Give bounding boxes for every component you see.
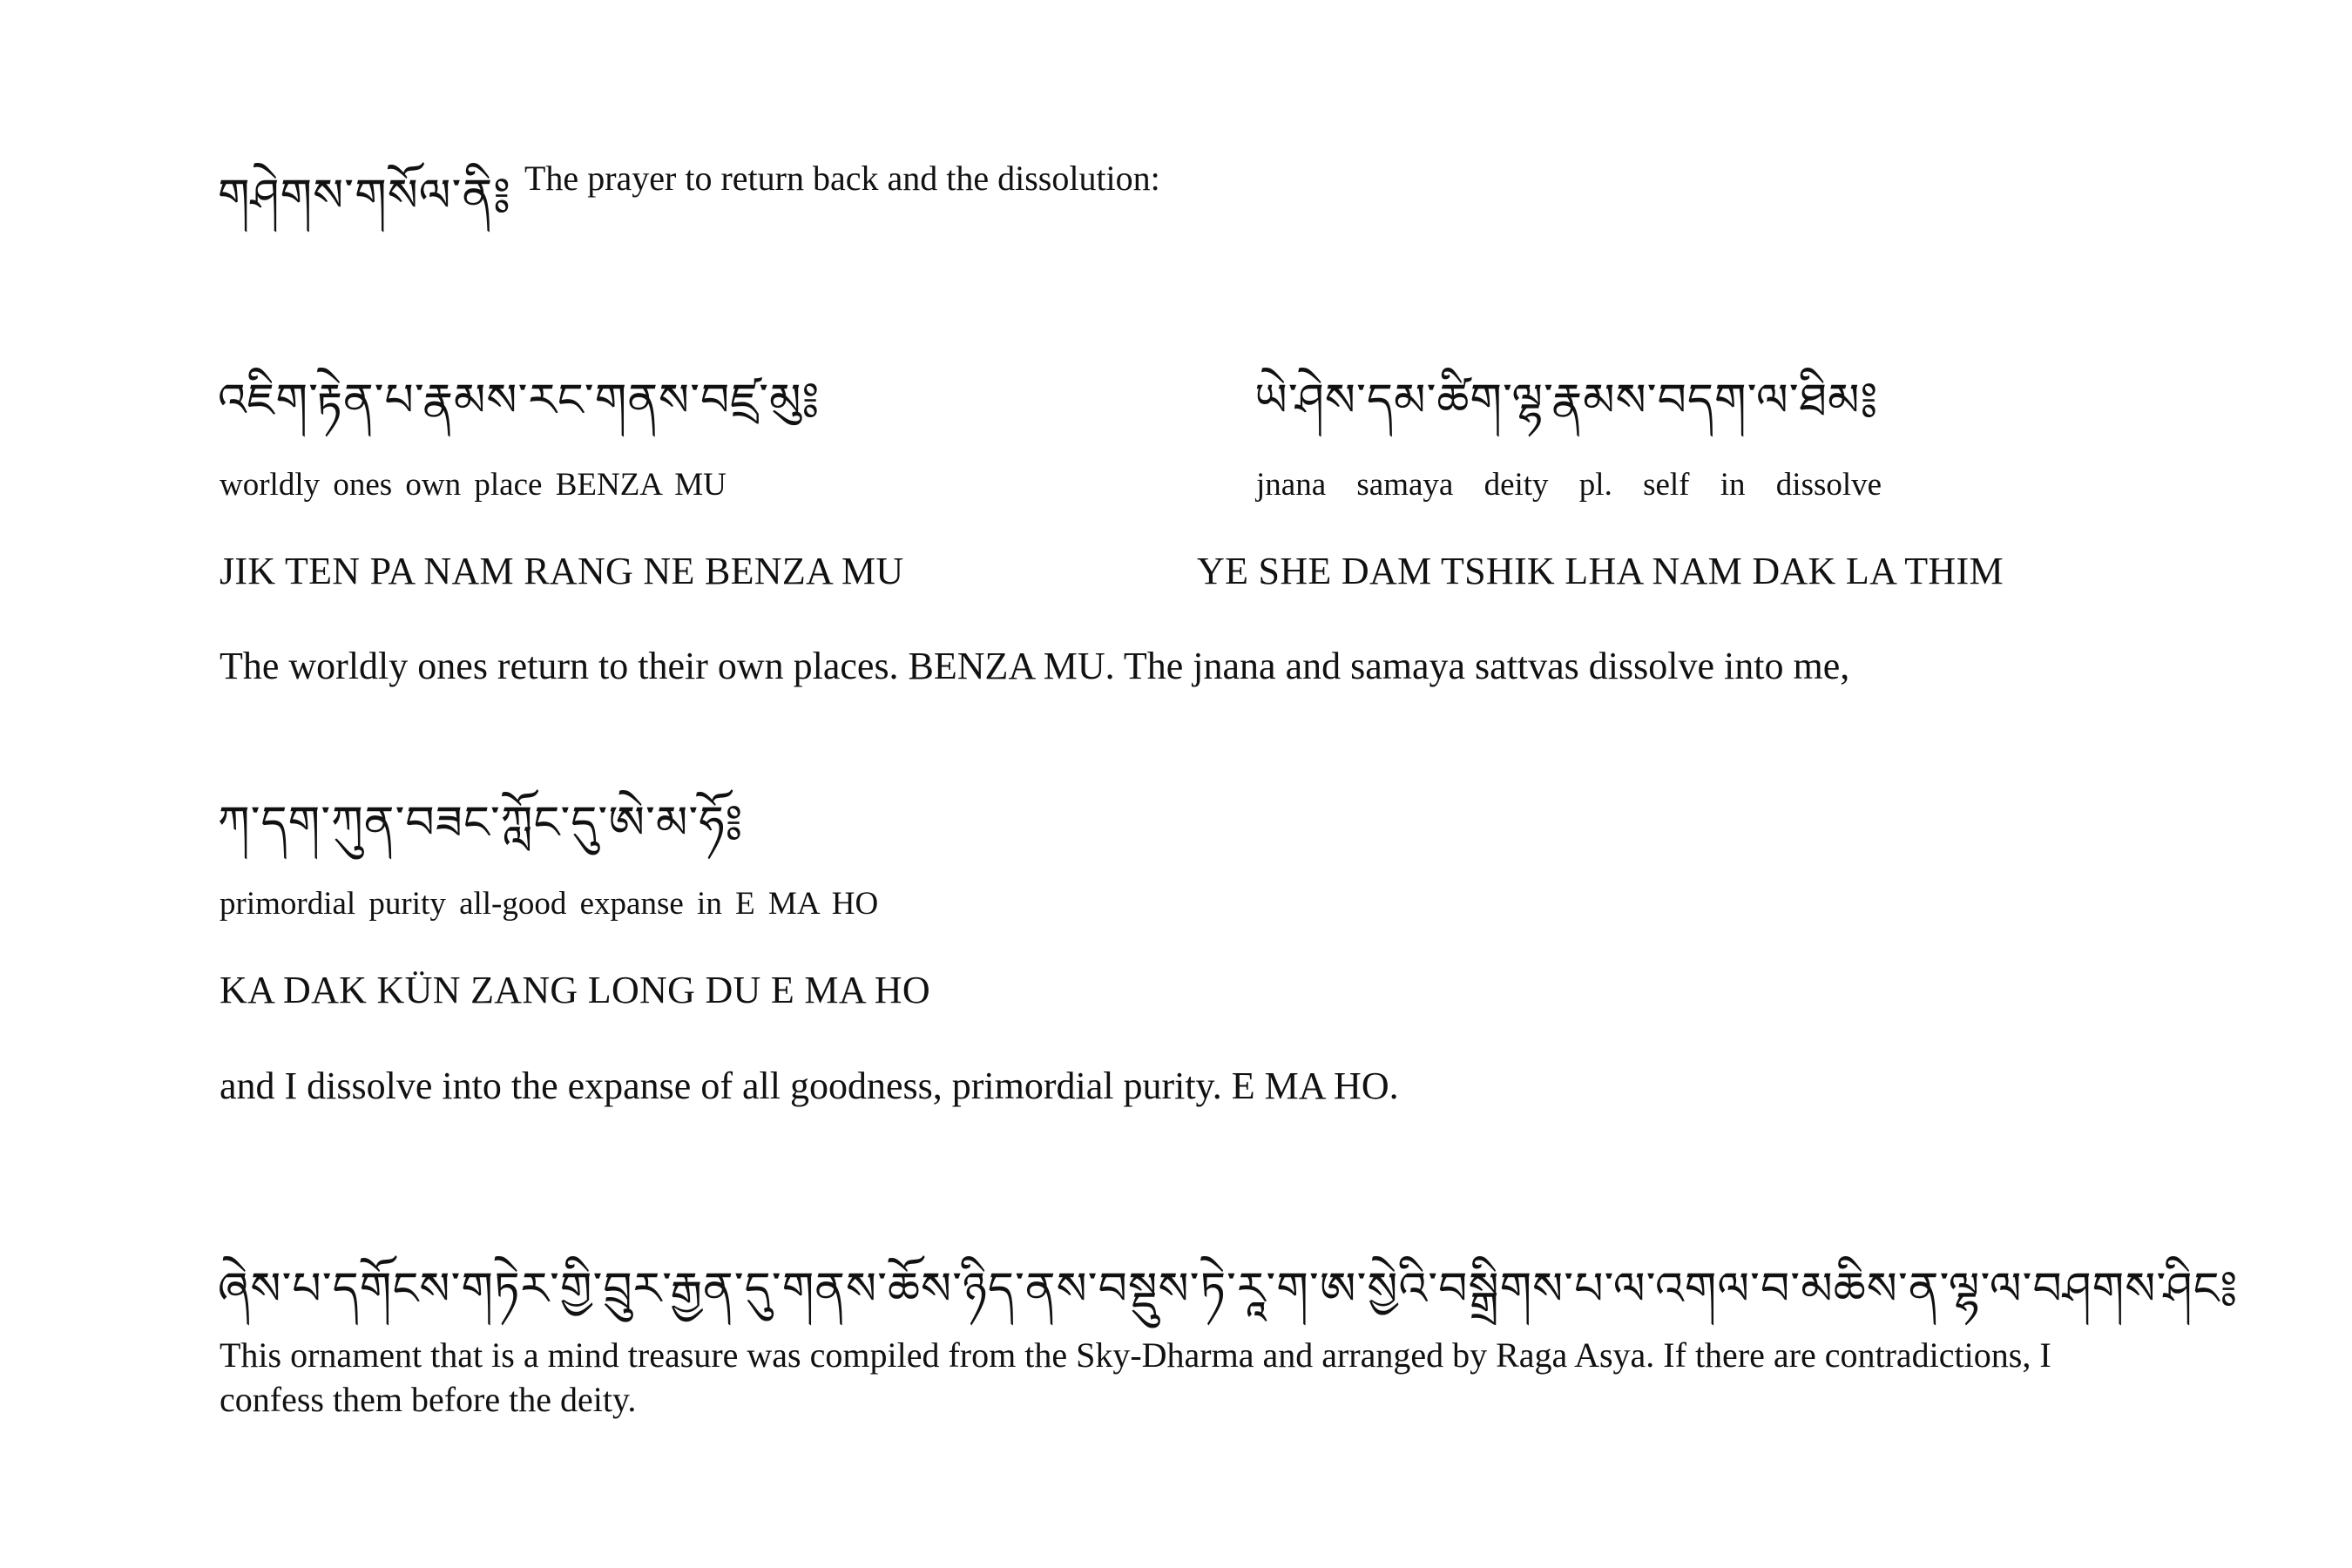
heading-english: The prayer to return back and the dissolution: [524,159,1160,198]
verse1-left-transliteration: JIK TEN PA NAM RANG NE BENZA MU [220,550,904,592]
verse1-right-tibetan: ཡེ་ཤེས་དམ་ཚིག་ལྷ་རྣམས་བདག་ལ་ཐིམ༔ [1254,375,1879,427]
verse1-right-transliteration: YE SHE DAM TSHIK LHA NAM DAK LA THIM [1197,550,2004,592]
verse1-right-gloss: jnana samaya deity pl. self in dissolve [1256,467,1882,503]
verse1-translation: The worldly ones return to their own places. BENZA MU. The jnana and samaya sattvas dissolve into me, [220,645,1850,687]
verse1-left-gloss: worldly ones own place BENZA MU [220,467,727,503]
colophon-tibetan: ཞེས་པ་དགོངས་གཏེར་གྱི་བྲུར་རྒྱན་དུ་གནས་ཆོས་ཉིད་ནས་བསྡུས་ཏེ་རཱ་ག་ཨ་སྱེའི་བསྒྲིགས་པ་ལ་འགལ་བ་མཆིས་ན་ལྷ་ལ་བཤགས་ཤིང༔ [218,1263,2239,1315]
colophon-english: This ornament that is a mind treasure was compiled from the Sky-Dharma and arranged by Raga Asya. If there are contradictions, I confess them before the deity. [220,1335,2051,1419]
verse1-left-tibetan: འཇིག་རྟེན་པ་རྣམས་རང་གནས་བཛྲ་མུ༔ [218,375,821,427]
verse2-gloss: primordial purity all-good expanse in E MA HO [220,886,879,922]
verse2-translation: and I dissolve into the expanse of all goodness, primordial purity. E MA HO. [220,1064,1399,1107]
heading-tibetan: གཤེགས་གསོལ་ནི༔ [218,170,511,222]
verse2-tibetan: ཀ་དག་ཀུན་བཟང་ཀློང་དུ་ཨེ་མ་ཧོ༔ [218,797,744,849]
verse2-transliteration: KA DAK KÜN ZANG LONG DU E MA HO [220,969,930,1011]
